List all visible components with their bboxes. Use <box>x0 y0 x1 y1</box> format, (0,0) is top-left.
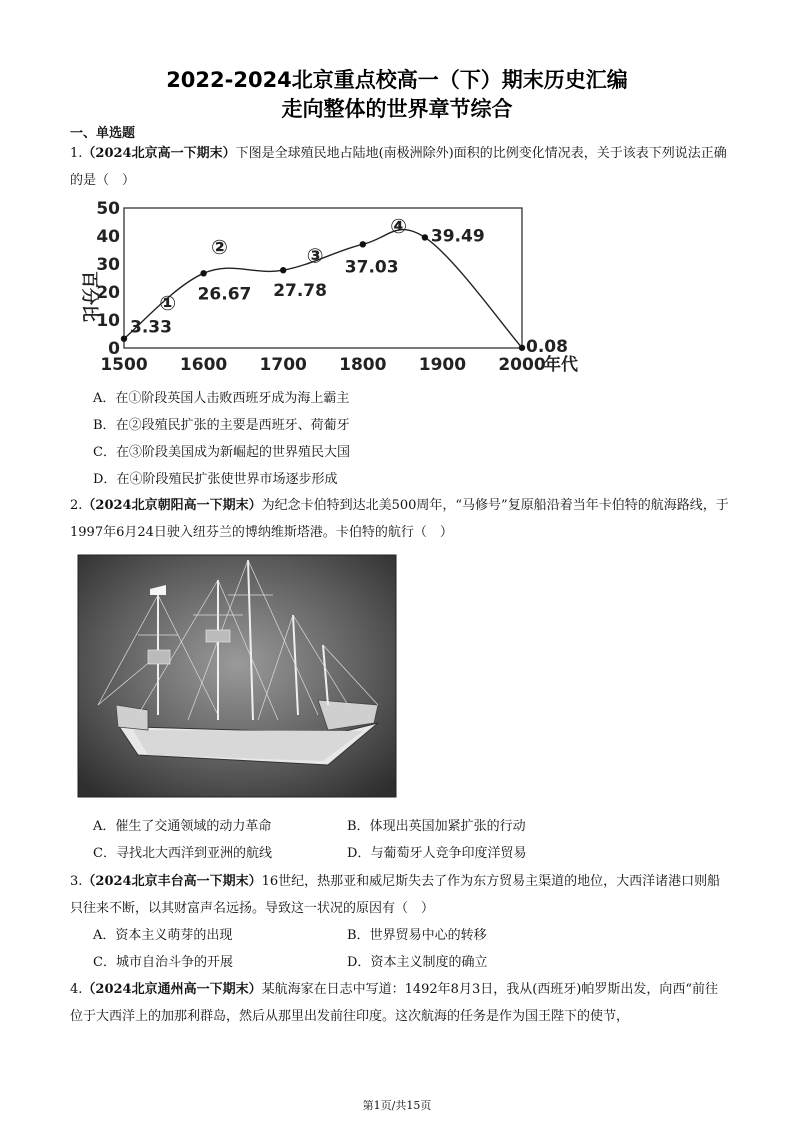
data-label: 0.08 <box>526 336 568 357</box>
q1-option-a[interactable]: A．在①阶段英国人击败西班牙成为海上霸主 <box>93 391 350 406</box>
question-number: 1. <box>70 146 83 161</box>
y-tick-label: 20 <box>96 283 120 303</box>
data-label: 39.49 <box>430 226 485 247</box>
stage-marker: ③ <box>306 243 324 268</box>
y-tick-label: 50 <box>96 199 120 219</box>
data-point <box>121 335 127 341</box>
x-axis-suffix: 年代 <box>544 355 578 375</box>
y-axis-label: 百分比 <box>79 271 99 322</box>
x-tick-label: 1500 <box>100 355 148 375</box>
colony-area-line-chart <box>70 196 578 378</box>
q3-option-a[interactable]: A．资本主义萌芽的出现 <box>93 928 233 943</box>
data-labels <box>130 226 568 356</box>
data-point <box>360 241 366 247</box>
question-source: （2024北京通州高一下期末） <box>82 982 262 997</box>
q3-option-c[interactable]: C．城市自治斗争的开展 <box>93 955 233 970</box>
y-tick-label: 10 <box>96 311 120 331</box>
data-label: 37.03 <box>344 257 399 278</box>
stage-marker: ① <box>159 291 177 316</box>
question-1 <box>70 140 730 194</box>
q2-option-c[interactable]: C．寻找北大西洋到亚洲的航线 <box>93 846 272 861</box>
data-point <box>422 234 428 240</box>
data-label: 26.67 <box>197 284 252 305</box>
q1-option-c[interactable]: C．在③阶段美国成为新崛起的世界殖民大国 <box>93 445 350 460</box>
q3-option-b[interactable]: B．世界贸易中心的转移 <box>347 928 487 943</box>
q1-option-b[interactable]: B．在②段殖民扩张的主要是西班牙、荷葡牙 <box>93 418 350 433</box>
question-stem: 16世纪，热那亚和威尼斯失去了作为东方贸易主渠道的地位，大西洋诸港口则船只往来不断，以其财富声名远扬。导致这一状况的原因有（ ） <box>70 874 721 916</box>
q2-option-b[interactable]: B．体现出英国加紧扩张的行动 <box>347 819 526 834</box>
page-footer: 第1页/共15页 <box>362 1099 432 1112</box>
matthew-replica-ship-photo <box>78 555 396 797</box>
q1-option-d[interactable]: D．在④阶段殖民扩张使世界市场逐步形成 <box>93 472 338 487</box>
stage-marker: ④ <box>390 214 408 239</box>
question-4 <box>70 976 730 1030</box>
question-number: 2. <box>70 498 83 513</box>
q2-option-a[interactable]: A．催生了交通领域的动力革命 <box>93 819 272 834</box>
data-point <box>200 270 206 276</box>
question-2 <box>70 492 730 546</box>
x-tick-label: 2000 <box>498 355 546 375</box>
data-label: 3.33 <box>130 317 172 338</box>
question-source: （2024北京丰台高一下期末） <box>82 874 262 889</box>
y-tick-label: 0 <box>108 339 120 359</box>
section-label: 一、单选题 <box>70 126 136 141</box>
q2-option-d[interactable]: D．与葡萄牙人竞争印度洋贸易 <box>347 846 527 861</box>
data-label: 27.78 <box>273 281 327 302</box>
page-title-line2: 走向整体的世界章节综合 <box>281 97 513 121</box>
page-title-line1: 2022-2024北京重点校高一（下）期末历史汇编 <box>166 68 628 92</box>
question-number: 3. <box>70 874 83 889</box>
x-tick-label: 1800 <box>339 355 387 375</box>
y-tick-label: 40 <box>96 227 120 247</box>
x-tick-label: 1700 <box>259 355 307 375</box>
q3-option-d[interactable]: D．资本主义制度的确立 <box>347 955 488 970</box>
question-stem: 某航海家在日志中写道：1492年8月3日，我从(西班牙)帕罗斯出发，向西“前往位于大西洋上的加那利群岛，然后从那里出发前往印度。这次航海的任务是作为国王陛下的使节， <box>70 982 719 1024</box>
question-stem: 下图是全球殖民地占陆地(南极洲除外)面积的比例变化情况表，关于该表下列说法正确的是（ ） <box>70 146 727 188</box>
question-source: （2024北京高一下期末） <box>82 146 236 161</box>
question-3 <box>70 868 730 922</box>
data-point <box>519 345 525 351</box>
question-number: 4. <box>70 982 83 997</box>
question-stem: 为纪念卡伯特到达北美500周年，“马修号”复原船沿着当年卡伯特的航海路线，于1997年6月24日驶入纽芬兰的博纳维斯塔港。卡伯特的航行（ ） <box>70 498 729 540</box>
data-point <box>280 267 286 273</box>
x-tick-label: 1600 <box>179 355 228 375</box>
stage-marker: ② <box>211 235 228 260</box>
y-tick-label: 30 <box>96 255 120 275</box>
x-tick-label: 1900 <box>418 355 467 375</box>
x-tick-labels <box>100 355 545 375</box>
question-source: （2024北京朝阳高一下期末） <box>82 498 262 513</box>
